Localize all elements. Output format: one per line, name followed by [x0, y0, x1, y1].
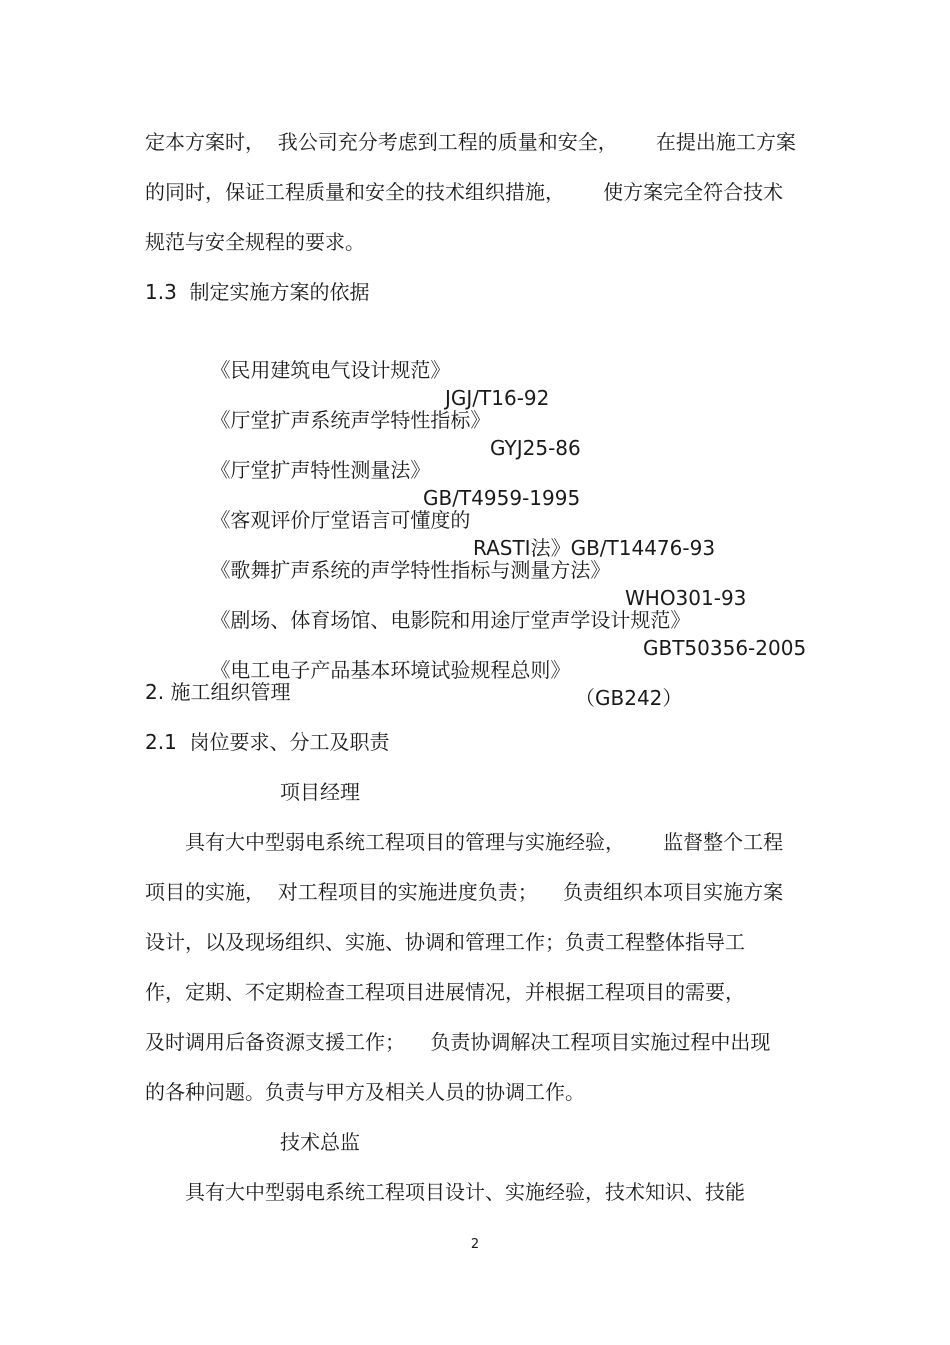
pm-line-2: 项目的实施， 对工程项目的实施进度负责； 负责组织本项目实施方案	[145, 880, 784, 904]
intro-line-1: 定本方案时， 我公司充分考虑到工程的质量和安全， 在提出施工方案	[145, 130, 796, 154]
section-heading-2: 2. 施工组织管理	[145, 680, 291, 704]
standard-name: 《电工电子产品基本环境试验规程总则》	[210, 658, 571, 682]
pm-line-1: 具有大中型弱电系统工程项目的管理与实施经验， 监督整个工程	[185, 830, 784, 854]
standard-code: JGJ/T16-92	[445, 386, 550, 410]
standard-name: 《厅堂扩声特性测量法》	[210, 458, 431, 482]
standard-code: GB/T4959-1995	[423, 486, 581, 510]
page-number: 2	[470, 1237, 480, 1252]
intro-line-2: 的同时，保证工程质量和安全的技术组织措施， 使方案完全符合技术	[145, 180, 784, 204]
pm-line-5: 及时调用后备资源支援工作； 负责协调解决工程项目实施过程中出现	[145, 1030, 771, 1054]
standard-name: 《歌舞扩声系统的声学特性指标与测量方法》	[210, 558, 611, 582]
td-line-1: 具有大中型弱电系统工程项目设计、实施经验，技术知识、技能	[185, 1180, 745, 1204]
pm-line-3: 设计，以及现场组织、实施、协调和管理工作；负责工程整体指导工	[145, 930, 745, 954]
pm-line-6: 的各种问题。负责与甲方及相关人员的协调工作。	[145, 1080, 585, 1104]
standard-code: WHO301-93	[625, 586, 747, 610]
standard-code: GYJ25-86	[490, 436, 581, 460]
standard-code: GBT50356-2005	[643, 636, 807, 660]
standard-name: 《厅堂扩声系统声学特性指标》	[210, 408, 491, 432]
standard-name: 《民用建筑电气设计规范》	[210, 358, 451, 382]
standard-name: 《客观评价厅堂语言可懂度的	[210, 508, 471, 532]
section-heading-1-3: 1.3 制定实施方案的依据	[145, 280, 370, 304]
standard-name: 《剧场、体育场馆、电影院和用途厅堂声学设计规范》	[210, 608, 691, 632]
role-heading-project-manager: 项目经理	[280, 780, 360, 804]
standard-code: RASTI法》GB/T14476-93	[473, 536, 716, 560]
pm-line-4: 作，定期、不定期检查工程项目进展情况，并根据工程项目的需要，	[145, 980, 745, 1004]
intro-line-3: 规范与安全规程的要求。	[145, 230, 365, 254]
role-heading-technical-director: 技术总监	[280, 1130, 360, 1154]
standard-code: （GB242）	[575, 686, 683, 710]
section-heading-2-1: 2.1 岗位要求、分工及职责	[145, 730, 390, 754]
